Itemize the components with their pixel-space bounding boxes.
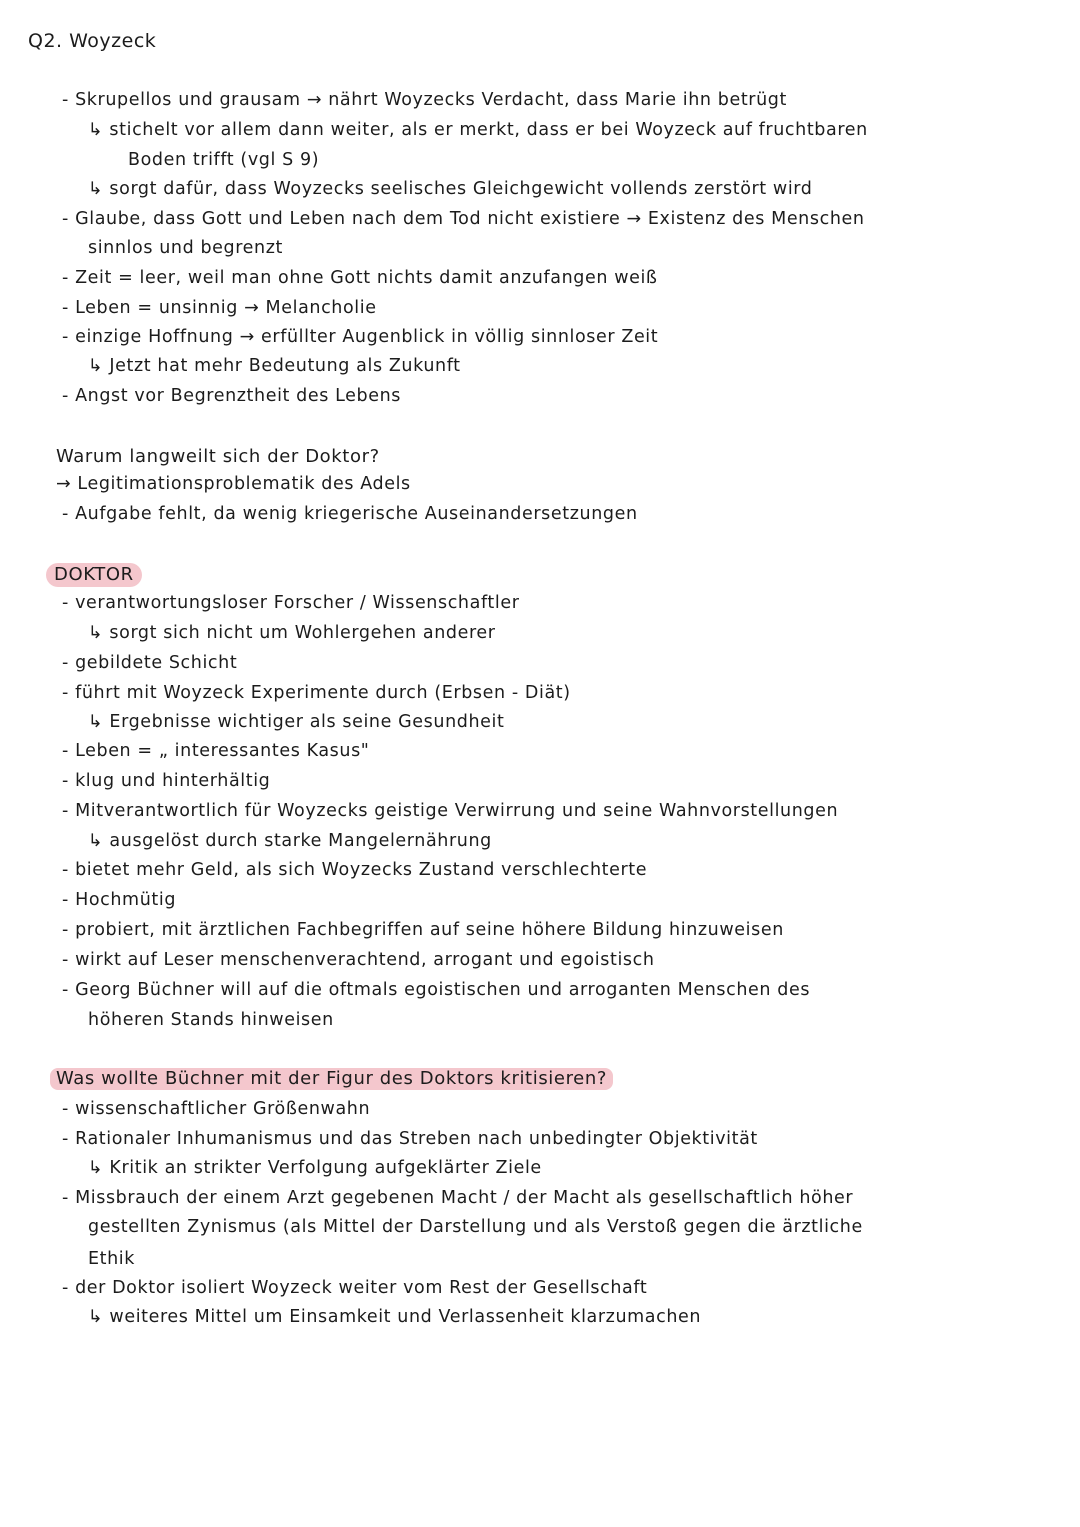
note-line: - Aufgabe fehlt, da wenig kriegerische Auseinandersetzungen [62,504,638,524]
note-line: - probiert, mit ärztlichen Fachbegriffen auf seine höhere Bildung hinzuweisen [62,920,784,940]
note-line: - Mitverantwortlich für Woyzecks geistige Verwirrung und seine Wahnvorstellungen [62,801,839,821]
note-line: gestellten Zynismus (als Mittel der Darstellung und als Verstoß gegen die ärztliche [88,1217,863,1237]
note-line: sinnlos und begrenzt [88,238,283,258]
note-line: ↳ sorgt dafür, dass Woyzecks seelisches Gleichgewicht vollends zerstört wird [88,179,813,199]
note-line: - führt mit Woyzeck Experimente durch (Erbsen - Diät) [62,683,571,703]
note-line: höheren Stands hinweisen [88,1010,334,1030]
note-line: - einzige Hoffnung → erfüllter Augenblick in völlig sinnloser Zeit [62,327,659,347]
note-line: ↳ ausgelöst durch starke Mangelernährung [88,831,492,851]
page-header: Q2. Woyzeck [28,30,157,52]
note-line: - Angst vor Begrenztheit des Lebens [62,386,401,406]
note-line: - wissenschaftlicher Größenwahn [62,1099,371,1119]
note-line: ↳ weiteres Mittel um Einsamkeit und Verlassenheit klarzumachen [88,1307,702,1327]
question-heading-label: Was wollte Büchner mit der Figur des Doktors kritisieren? [50,1068,613,1090]
note-line: Ethik [88,1249,136,1269]
note-line: - gebildete Schicht [62,653,238,673]
note-line: ↳ sorgt sich nicht um Wohlergehen anderer [88,623,496,643]
note-line: - der Doktor isoliert Woyzeck weiter vom Rest der Gesellschaft [62,1278,648,1298]
note-line: - Missbrauch der einem Arzt gegebenen Macht / der Macht als gesellschaftlich höher [62,1188,854,1208]
note-line: - Rationaler Inhumanismus und das Streben nach unbedingter Objektivität [62,1129,758,1149]
note-line: - Leben = „ interessantes Kasus" [62,741,370,761]
note-line: - Glaube, dass Gott und Leben nach dem Tod nicht existiere → Existenz des Menschen [62,209,865,229]
note-line: - Skrupellos und grausam → nährt Woyzecks Verdacht, dass Marie ihn betrügt [62,90,787,110]
note-line: Boden trifft (vgl S 9) [128,150,320,170]
note-line: - Georg Büchner will auf die oftmals egoistischen und arroganten Menschen des [62,980,811,1000]
note-line: - Leben = unsinnig → Melancholie [62,298,377,318]
doktor-heading [46,562,142,588]
note-line: ↳ Ergebnisse wichtiger als seine Gesundheit [88,712,505,732]
note-line: ↳ Jetzt hat mehr Bedeutung als Zukunft [88,356,461,376]
note-line: - verantwortungsloser Forscher / Wissenschaftler [62,593,520,613]
note-line: - Hochmütig [62,890,177,910]
note-line: - Zeit = leer, weil man ohne Gott nichts damit anzufangen weiß [62,268,658,288]
question-heading: Warum langweilt sich der Doktor? [56,446,380,467]
note-line: → Legitimationsproblematik des Adels [56,474,411,494]
note-line: ↳ stichelt vor allem dann weiter, als er merkt, dass er bei Woyzeck auf fruchtbaren [88,120,868,140]
note-line: - bietet mehr Geld, als sich Woyzecks Zustand verschlechterte [62,860,648,880]
question-heading [50,1066,613,1092]
note-line: ↳ Kritik an strikter Verfolgung aufgeklärter Ziele [88,1158,542,1178]
note-line: - wirkt auf Leser menschenverachtend, arrogant und egoistisch [62,950,655,970]
note-line: - klug und hinterhältig [62,771,271,791]
doktor-heading-label: DOKTOR [46,563,142,587]
